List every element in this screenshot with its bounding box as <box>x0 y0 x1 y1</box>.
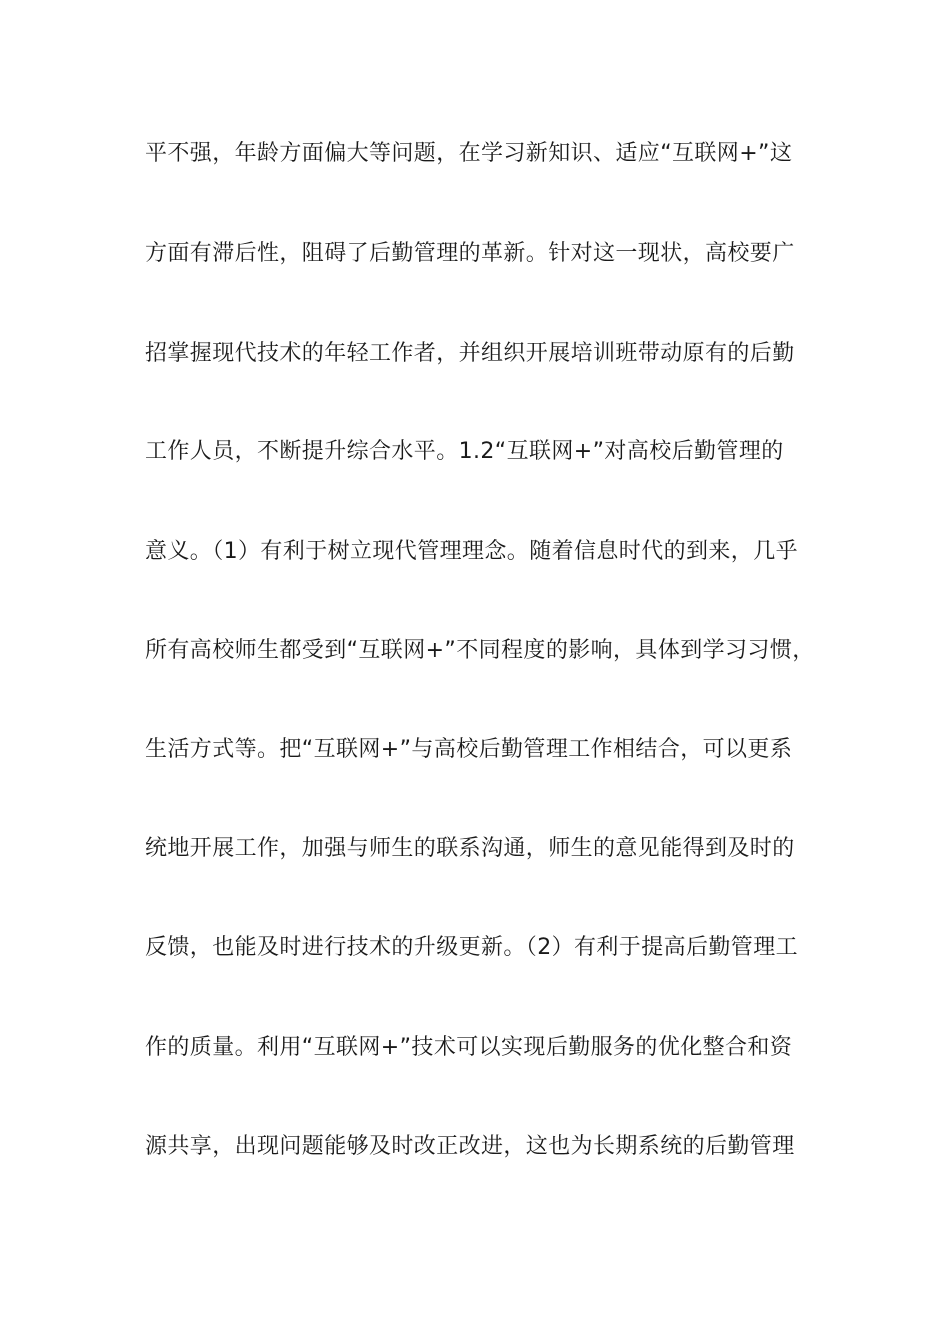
text-line: 意义。（1）有利于树立现代管理理念。随着信息时代的到来，几乎 <box>145 539 798 564</box>
text-line: 源共享，出现问题能够及时改正改进，这也为长期系统的后勤管理 <box>145 1134 795 1159</box>
text-line: 统地开展工作，加强与师生的联系沟通，师生的意见能得到及时的 <box>145 836 795 861</box>
text-line: 方面有滞后性，阻碍了后勤管理的革新。针对这一现状，高校要广 <box>145 241 795 266</box>
text-line: 反馈，也能及时进行技术的升级更新。（2）有利于提高后勤管理工 <box>145 935 798 960</box>
text-line: 生活方式等。把“互联网+”与高校后勤管理工作相结合，可以更系 <box>145 737 793 762</box>
text-line: 作的质量。利用“互联网+”技术可以实现后勤服务的优化整合和资 <box>145 1035 793 1060</box>
text-line: 所有高校师生都受到“互联网+”不同程度的影响，具体到学习习惯， <box>145 638 815 663</box>
text-line: 招掌握现代技术的年轻工作者，并组织开展培训班带动原有的后勤 <box>145 341 795 366</box>
text-line: 平不强，年龄方面偏大等问题，在学习新知识、适应“互联网+”这 <box>145 141 793 166</box>
text-line: 工作人员，不断提升综合水平。1.2“互联网+”对高校后勤管理的 <box>145 439 784 464</box>
